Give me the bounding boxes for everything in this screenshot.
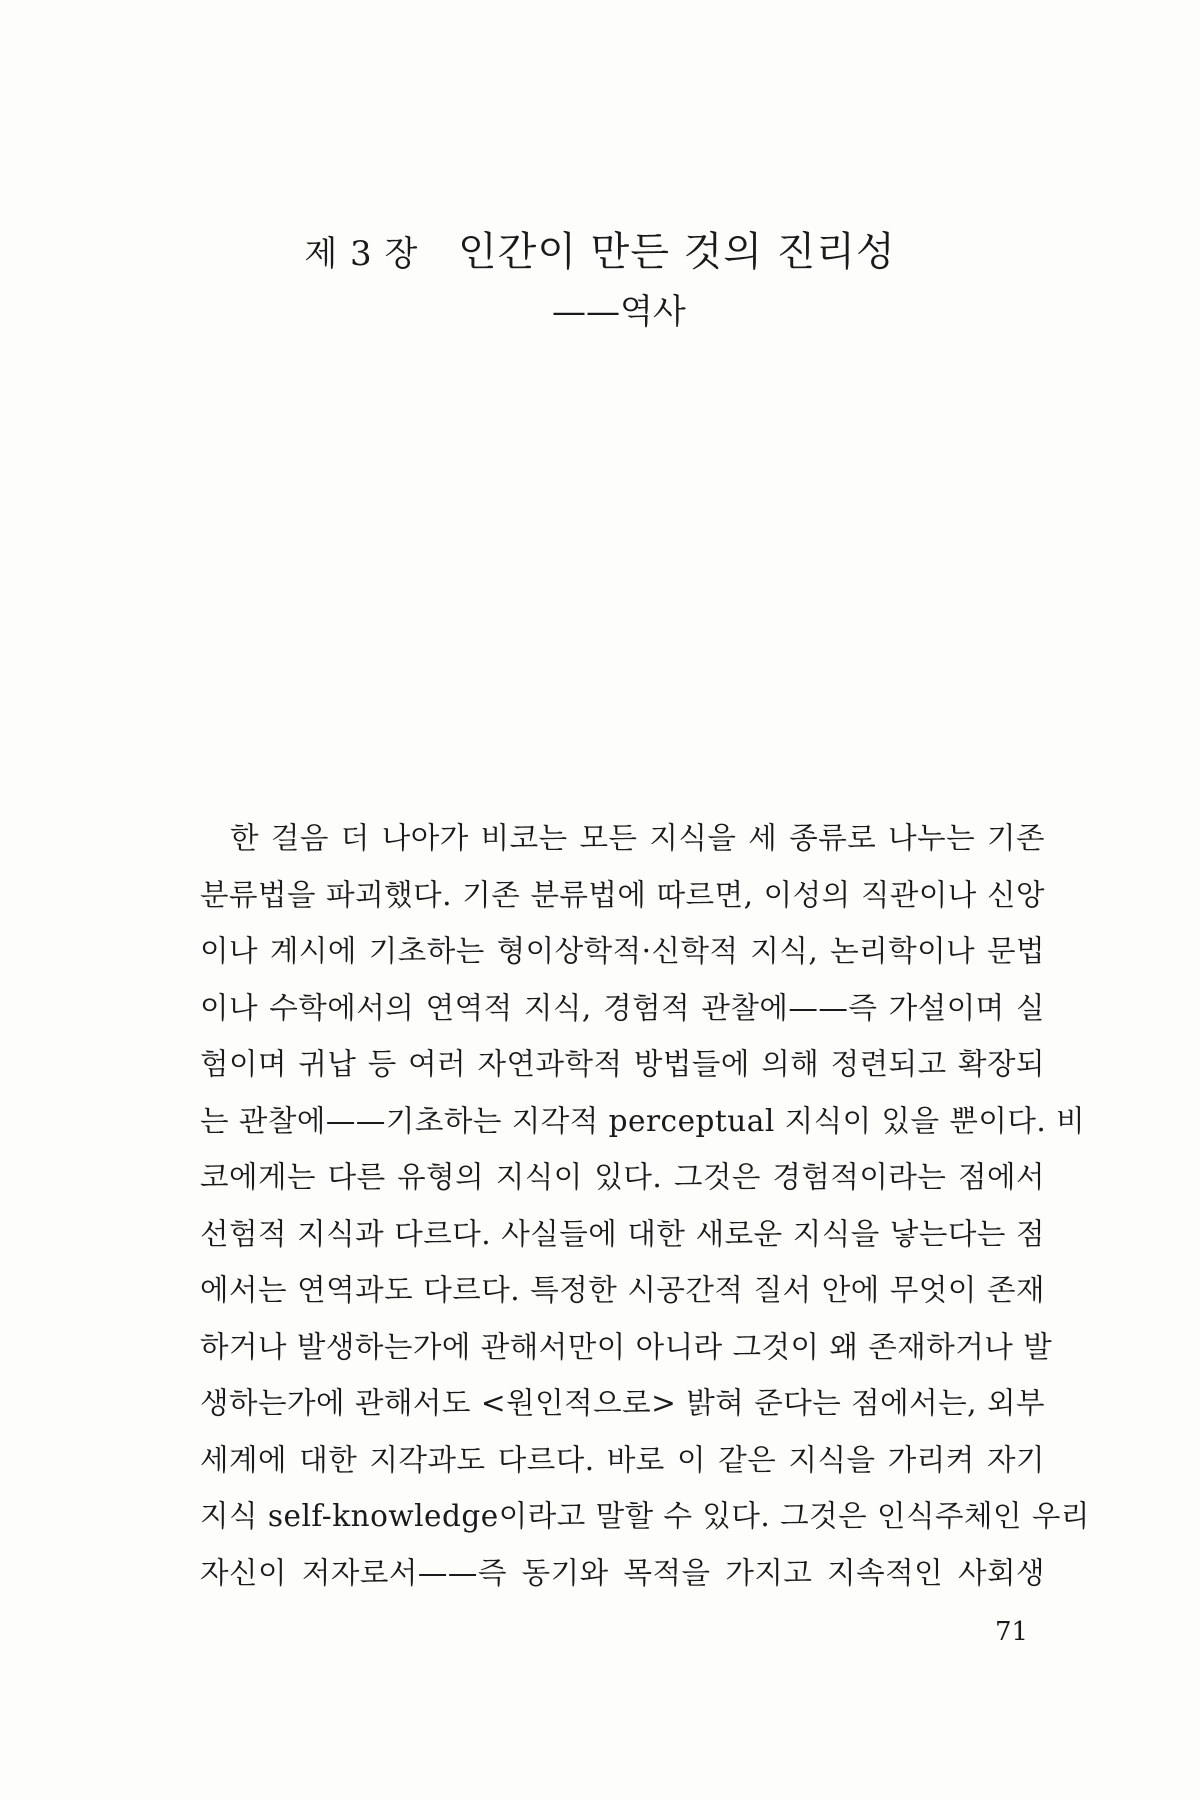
body-line: 지식 self-knowledge이라고 말할 수 있다. 그것은 인식주체인 우리 — [200, 1499, 1090, 1533]
page-number: 71 — [995, 1617, 1029, 1647]
body-line: 는 관찰에——기초하는 지각적 perceptual 지식이 있을 뿐이다. 비 — [200, 1103, 1086, 1138]
body-line: 이나 계시에 기초하는 형이상학적·신학적 지식, 논리학이나 문법 — [200, 934, 1045, 968]
body-line: 분류법을 파괴했다. 기존 분류법에 따르면, 이성의 직관이나 신앙 — [200, 877, 1045, 912]
chapter-subtitle: ——역사 — [552, 292, 686, 332]
chapter-title: 인간이 만든 것의 진리성 — [458, 229, 896, 275]
body-line: 자신이 저자로서——즉 동기와 목적을 가지고 지속적인 사회생 — [200, 1555, 1045, 1590]
chapter-heading — [0, 228, 1200, 278]
body-line: 에서는 연역과도 다르다. 특정한 시공간적 질서 안에 무엇이 존재 — [200, 1273, 1045, 1307]
body-line: 선험적 지식과 다르다. 사실들에 대한 새로운 지식을 낳는다는 점 — [200, 1216, 1045, 1251]
body-paragraph — [200, 810, 1090, 1601]
body-line: 험이며 귀납 등 여러 자연과학적 방법들에 의해 정련되고 확장되 — [200, 1047, 1045, 1081]
body-line: 세계에 대한 지각과도 다르다. 바로 이 같은 지식을 가리켜 자기 — [200, 1442, 1045, 1477]
chapter-label: 제 3 장 — [304, 234, 419, 274]
body-line: 생하는가에 관해서도 <원인적으로> 밝혀 준다는 점에서는, 외부 — [200, 1386, 1045, 1420]
body-line: 한 걸음 더 나아가 비코는 모든 지식을 세 종류로 나누는 기존 — [230, 821, 1045, 855]
body-line: 이나 수학에서의 연역적 지식, 경험적 관찰에——즉 가설이며 실 — [200, 990, 1045, 1025]
body-line: 하거나 발생하는가에 관해서만이 아니라 그것이 왜 존재하거나 발 — [200, 1329, 1053, 1364]
body-line: 코에게는 다른 유형의 지식이 있다. 그것은 경험적이라는 점에서 — [200, 1160, 1045, 1194]
